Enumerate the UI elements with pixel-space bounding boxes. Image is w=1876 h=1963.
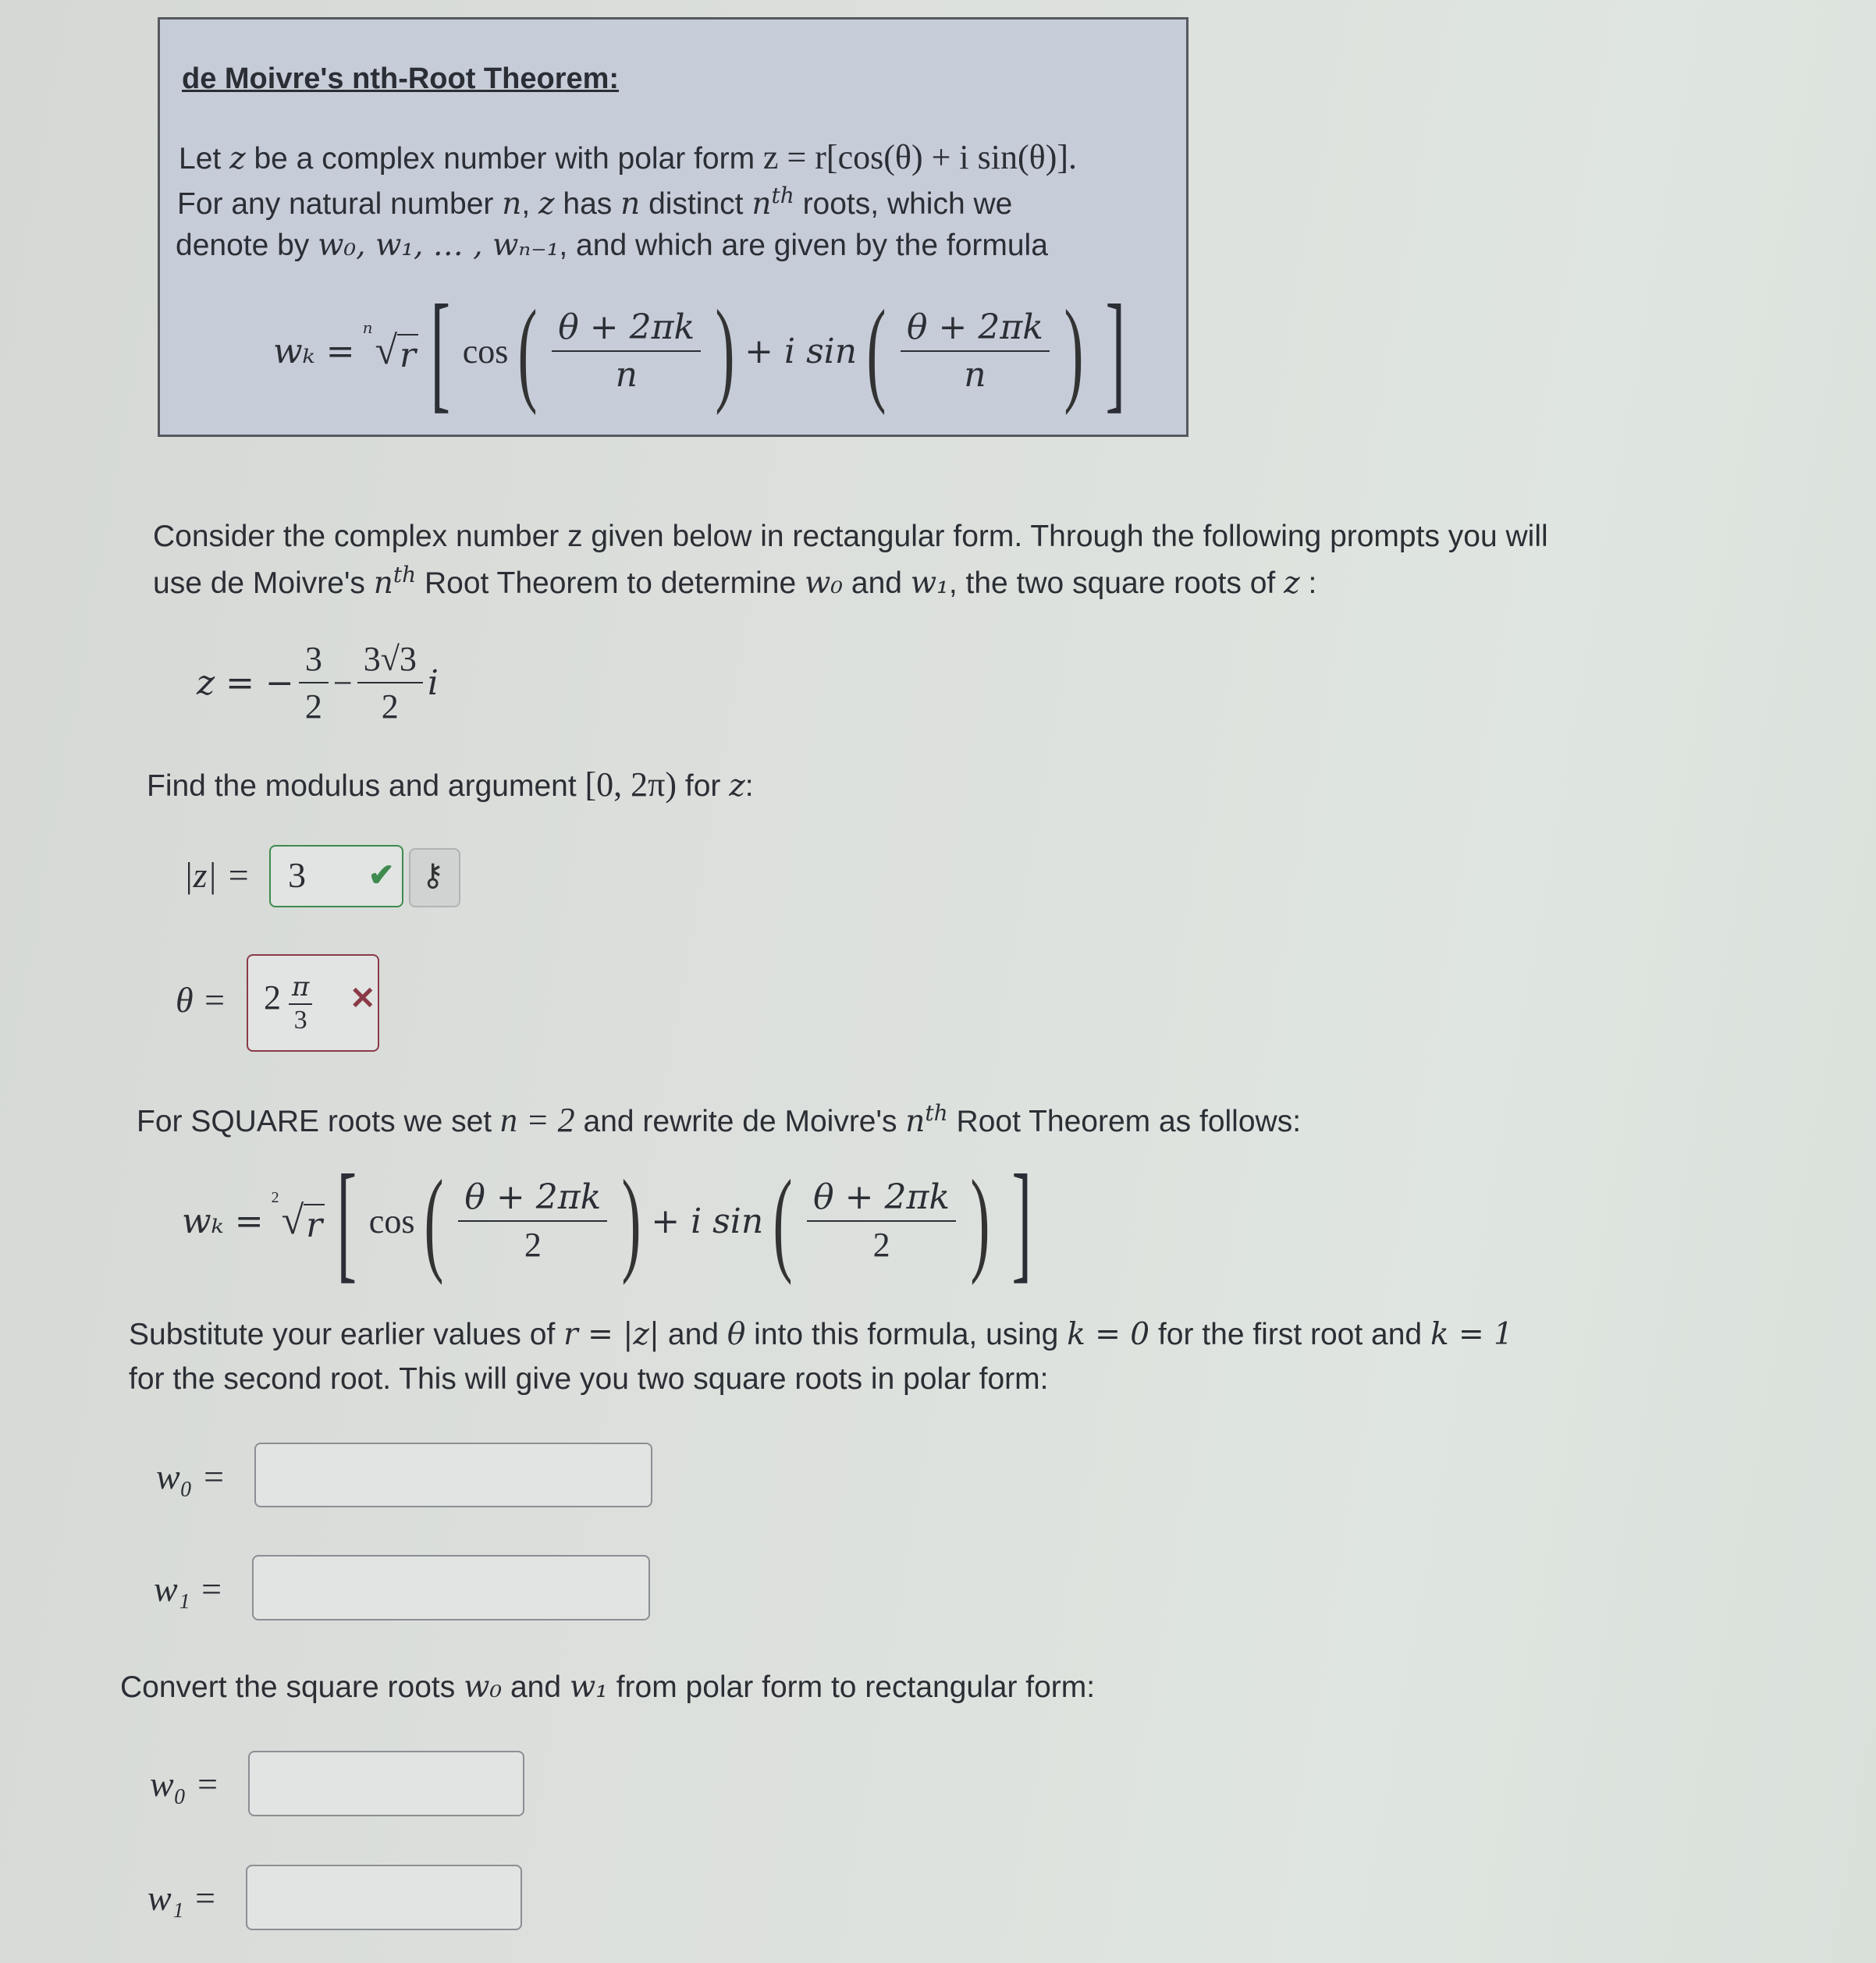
denominator: n: [964, 355, 986, 395]
radicand: r: [304, 1204, 325, 1245]
math: w₀: [464, 1670, 503, 1705]
text: and: [502, 1670, 570, 1704]
root-index: 2: [271, 1188, 279, 1206]
theorem-formula: [273, 278, 1138, 424]
math: n = 2: [499, 1101, 575, 1139]
text: denote by: [176, 229, 318, 262]
denominator: 2: [524, 1226, 542, 1264]
text: For any natural number: [177, 187, 503, 221]
text: be a complex number with polar form: [245, 142, 763, 176]
theorem-line-1: [179, 137, 1077, 177]
fraction: [901, 307, 1050, 395]
paren: (: [517, 286, 538, 416]
argument-fraction: [289, 971, 312, 1035]
polar-w1-input[interactable]: [252, 1555, 650, 1620]
text: for: [677, 769, 730, 803]
plus-i-sin: + i sin: [744, 331, 858, 371]
cos: cos: [462, 332, 509, 371]
text: and rewrite de Moivre's: [574, 1105, 906, 1138]
square-prompt: [137, 1100, 1301, 1140]
square-formula: [182, 1148, 1044, 1294]
text: For SQUARE roots we set: [137, 1105, 500, 1138]
text: Substitute your earlier values of: [129, 1318, 564, 1351]
substitute-line-1: [129, 1317, 1513, 1352]
square-root: [271, 1188, 325, 1245]
paren: ): [715, 286, 735, 416]
polar-w0-label: w₀ =: [156, 1457, 226, 1496]
rect-w0-input[interactable]: [248, 1751, 524, 1816]
numerator: θ + 2πk: [901, 307, 1050, 352]
cos: cos: [368, 1202, 415, 1241]
rect-w1-label: w₁ =: [147, 1878, 218, 1918]
math: w₁: [569, 1670, 608, 1705]
modulus-input[interactable]: [269, 845, 403, 907]
math: th: [925, 1100, 948, 1126]
modulus-label: |z| =: [183, 855, 250, 895]
math: wₖ =: [182, 1201, 264, 1241]
math: z = r[cos(θ) + i sin(θ)].: [762, 138, 1078, 176]
radical-sign: √: [281, 1198, 304, 1243]
math: r = |z|: [563, 1317, 660, 1352]
paren: (: [424, 1156, 444, 1286]
math: n: [905, 1104, 926, 1139]
x-icon: ✕: [350, 981, 376, 1016]
radicand: r: [397, 334, 418, 375]
math: wₖ =: [273, 331, 355, 371]
math: w₀, w₁, … , wₙ₋₁: [318, 228, 560, 263]
theorem-line-3: [176, 228, 1048, 263]
theorem-title: de Moivre's nth-Root Theorem:: [182, 62, 620, 95]
paren: ): [1064, 286, 1084, 416]
text: has: [554, 187, 621, 221]
text: , the two square roots of: [948, 566, 1284, 600]
modulus-value: 3: [288, 855, 306, 895]
imaginary-unit: i: [427, 662, 439, 703]
nth-root: [362, 318, 418, 375]
math: z: [729, 769, 745, 804]
text: use de Moivre's: [153, 566, 374, 600]
root-index: n: [362, 318, 373, 337]
numerator: 3√3: [357, 639, 423, 683]
math: n: [373, 566, 393, 601]
bracket: ]: [1105, 278, 1125, 424]
denominator: n: [615, 355, 638, 395]
substitute-line-2: for the second root. This will give you two square roots in polar form:: [129, 1362, 1049, 1396]
math: n: [502, 186, 522, 222]
bracket: ]: [1011, 1148, 1032, 1294]
argument-whole: 2: [264, 978, 281, 1017]
text: Root Theorem to determine: [416, 566, 805, 600]
text: into this formula, using: [745, 1318, 1068, 1351]
text: from polar form to rectangular form:: [607, 1670, 1096, 1704]
text: distinct: [640, 187, 752, 221]
key-button[interactable]: [409, 848, 460, 907]
denominator: 3: [293, 1006, 307, 1035]
math: z: [1284, 566, 1300, 601]
fraction: [552, 307, 701, 395]
polar-w0-input[interactable]: [254, 1443, 652, 1507]
math: th: [393, 562, 417, 587]
argument-label: θ =: [176, 980, 227, 1020]
math: θ: [727, 1317, 746, 1352]
math: [0, 2π): [584, 765, 677, 804]
math: w₁: [910, 566, 949, 601]
fraction: [458, 1177, 607, 1265]
math: k = 1: [1430, 1317, 1513, 1352]
text: Find the modulus and argument: [147, 769, 585, 803]
z-expression: [197, 636, 439, 729]
math: w₀: [805, 566, 844, 601]
numerator: π: [289, 971, 312, 1005]
text: Root Theorem as follows:: [947, 1105, 1302, 1138]
key-icon: ⚷: [421, 858, 445, 893]
numerator: θ + 2πk: [807, 1177, 956, 1222]
paren: (: [773, 1156, 793, 1286]
rect-w1-input[interactable]: [246, 1865, 522, 1930]
bracket: [: [336, 1148, 357, 1294]
intro-line-2: [153, 562, 1316, 601]
intro-line-1: Consider the complex number z given below in rectangular form. Through the following prompts you will: [153, 520, 1548, 553]
paren: ): [621, 1156, 641, 1286]
denominator: 2: [872, 1226, 890, 1264]
numerator: θ + 2πk: [552, 307, 701, 352]
fraction: [807, 1177, 956, 1265]
math: k = 0: [1067, 1317, 1150, 1352]
text: for the first root and: [1149, 1318, 1430, 1351]
find-prompt: [147, 765, 754, 804]
paren: (: [866, 286, 886, 416]
text: ,: [521, 187, 538, 221]
rect-w0-label: w₀ =: [150, 1764, 220, 1804]
bracket: [: [430, 278, 451, 424]
text: and: [659, 1318, 727, 1351]
math: z = −: [197, 662, 294, 703]
math: z: [538, 186, 555, 222]
text: roots, which we: [794, 187, 1013, 221]
text: :: [1299, 566, 1317, 600]
text: Convert the square roots: [120, 1670, 464, 1704]
text: Let: [179, 142, 230, 176]
fraction: [299, 639, 329, 726]
convert-prompt: [120, 1670, 1095, 1705]
check-icon: ✔: [368, 858, 395, 893]
minus: −: [332, 663, 353, 702]
denominator: 2: [304, 687, 322, 726]
numerator: 3: [299, 639, 329, 683]
text: :: [744, 769, 754, 803]
argument-input[interactable]: [247, 954, 379, 1052]
text: , and which are given by the formula: [559, 229, 1048, 262]
paren: ): [970, 1156, 990, 1286]
fraction: [357, 639, 423, 726]
radical-sign: √: [375, 328, 398, 373]
denominator: 2: [381, 687, 399, 726]
text: and: [843, 566, 911, 600]
math: th: [771, 183, 794, 208]
math: n: [620, 186, 641, 222]
numerator: θ + 2πk: [458, 1177, 607, 1222]
polar-w1-label: w₁ =: [154, 1569, 224, 1609]
math: z: [229, 141, 246, 176]
plus-i-sin: + i sin: [651, 1201, 764, 1241]
theorem-line-2: [177, 183, 1012, 222]
math: n: [751, 186, 772, 222]
